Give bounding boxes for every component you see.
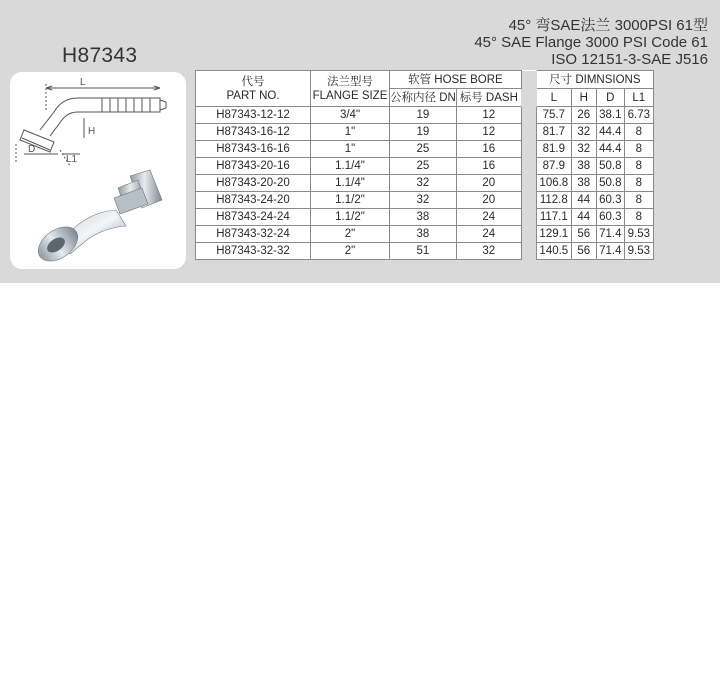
cell-gap [521,226,536,243]
cell-dn: 32 [390,192,457,209]
table-body [196,107,654,260]
header-D: D [596,89,624,107]
cell-flange: 1.1/4" [311,158,390,175]
header-dimensions: 尺寸 DIMNSIONS [536,71,653,89]
table-row [196,175,654,192]
cell-D: 50.8 [596,158,624,175]
cell-flange: 1.1/2" [311,192,390,209]
header-flange [311,71,390,107]
technical-diagram [16,84,166,166]
cell-dash: 20 [456,192,521,209]
fitting-drawing [10,72,186,269]
title-line-cn: 45° 弯SAE法兰 3000PSI 61型 [508,17,708,34]
cell-flange: 1" [311,124,390,141]
cell-flange: 1.1/4" [311,175,390,192]
cell-D: 60.3 [596,192,624,209]
product-panel [0,0,720,283]
table-row [196,107,654,124]
cell-L: 81.9 [536,141,571,158]
cell-gap [521,124,536,141]
product-image-card [10,72,186,269]
cell-part: H87343-32-24 [196,226,311,243]
cell-dash: 20 [456,175,521,192]
cell-D: 44.4 [596,141,624,158]
table-row [196,124,654,141]
cell-L: 106.8 [536,175,571,192]
header-flange-en: FLANGE SIZE [312,89,388,102]
cell-gap [521,243,536,260]
diagram-label-H: H [88,126,96,137]
header-dn: 公称内径 DN [390,89,457,107]
cell-D: 50.8 [596,175,624,192]
header-L1: L1 [624,89,653,107]
header-part-no [196,71,311,107]
header-H: H [571,89,596,107]
cell-gap [521,107,536,124]
cell-D: 60.3 [596,209,624,226]
cell-D: 44.4 [596,124,624,141]
cell-gap [521,209,536,226]
table-row [196,226,654,243]
cell-part: H87343-16-12 [196,124,311,141]
cell-L1: 8 [624,175,653,192]
spec-table [195,70,654,260]
cell-dn: 25 [390,141,457,158]
cell-dn: 38 [390,226,457,243]
cell-L1: 8 [624,158,653,175]
diagram-label-L: L [80,77,86,88]
cell-H: 44 [571,192,596,209]
cell-part: H87343-12-12 [196,107,311,124]
cell-dash: 12 [456,124,521,141]
cell-L1: 8 [624,209,653,226]
cell-part: H87343-20-20 [196,175,311,192]
cell-flange: 3/4" [311,107,390,124]
cell-L1: 8 [624,141,653,158]
header-part-no-cn: 代号 [241,75,265,88]
cell-H: 32 [571,124,596,141]
table-row [196,209,654,226]
cell-L: 140.5 [536,243,571,260]
cell-dash: 16 [456,158,521,175]
cell-L1: 8 [624,192,653,209]
cell-flange: 1.1/2" [311,209,390,226]
cell-L1: 9.53 [624,243,653,260]
cell-H: 26 [571,107,596,124]
cell-part: H87343-16-16 [196,141,311,158]
fitting-photo [32,170,162,268]
cell-part: H87343-20-16 [196,158,311,175]
cell-L: 129.1 [536,226,571,243]
cell-dash: 32 [456,243,521,260]
table-row [196,141,654,158]
diagram-label-D: D [28,144,36,155]
cell-dn: 51 [390,243,457,260]
header-dash: 标号 DASH [456,89,521,107]
cell-dn: 19 [390,124,457,141]
cell-part: H87343-32-32 [196,243,311,260]
cell-dn: 38 [390,209,457,226]
cell-H: 56 [571,226,596,243]
cell-flange: 1" [311,141,390,158]
cell-D: 38.1 [596,107,624,124]
cell-gap [521,192,536,209]
cell-H: 56 [571,243,596,260]
cell-D: 71.4 [596,243,624,260]
cell-gap [521,158,536,175]
cell-part: H87343-24-20 [196,192,311,209]
cell-L1: 9.53 [624,226,653,243]
cell-dn: 25 [390,158,457,175]
cell-H: 38 [571,175,596,192]
cell-L1: 6.73 [624,107,653,124]
cell-dn: 32 [390,175,457,192]
header-hose-bore: 软管 HOSE BORE [390,71,522,89]
cell-H: 44 [571,209,596,226]
cell-L: 87.9 [536,158,571,175]
cell-flange: 2" [311,243,390,260]
cell-L: 75.7 [536,107,571,124]
table-header [196,71,654,107]
cell-H: 38 [571,158,596,175]
cell-gap [521,141,536,158]
table-row [196,158,654,175]
cell-flange: 2" [311,226,390,243]
cell-dash: 24 [456,209,521,226]
header-part-no-en: PART NO. [226,89,280,102]
cell-L1: 8 [624,124,653,141]
table-row [196,192,654,209]
cell-L: 112.8 [536,192,571,209]
title-block [474,17,708,68]
table-gap [521,71,536,107]
title-line-en: 45° SAE Flange 3000 PSI Code 61 [474,34,708,51]
header-L: L [536,89,571,107]
cell-L: 81.7 [536,124,571,141]
product-code: H87343 [62,44,138,67]
title-line-standard: ISO 12151-3-SAE J516 [551,51,708,68]
cell-D: 71.4 [596,226,624,243]
cell-H: 32 [571,141,596,158]
cell-gap [521,175,536,192]
cell-dn: 19 [390,107,457,124]
cell-L: 117.1 [536,209,571,226]
cell-dash: 12 [456,107,521,124]
cell-part: H87343-24-24 [196,209,311,226]
header-flange-cn: 法兰型号 [327,75,373,88]
table-row [196,243,654,260]
diagram-label-L1: L1 [66,154,78,165]
cell-dash: 24 [456,226,521,243]
cell-dash: 16 [456,141,521,158]
